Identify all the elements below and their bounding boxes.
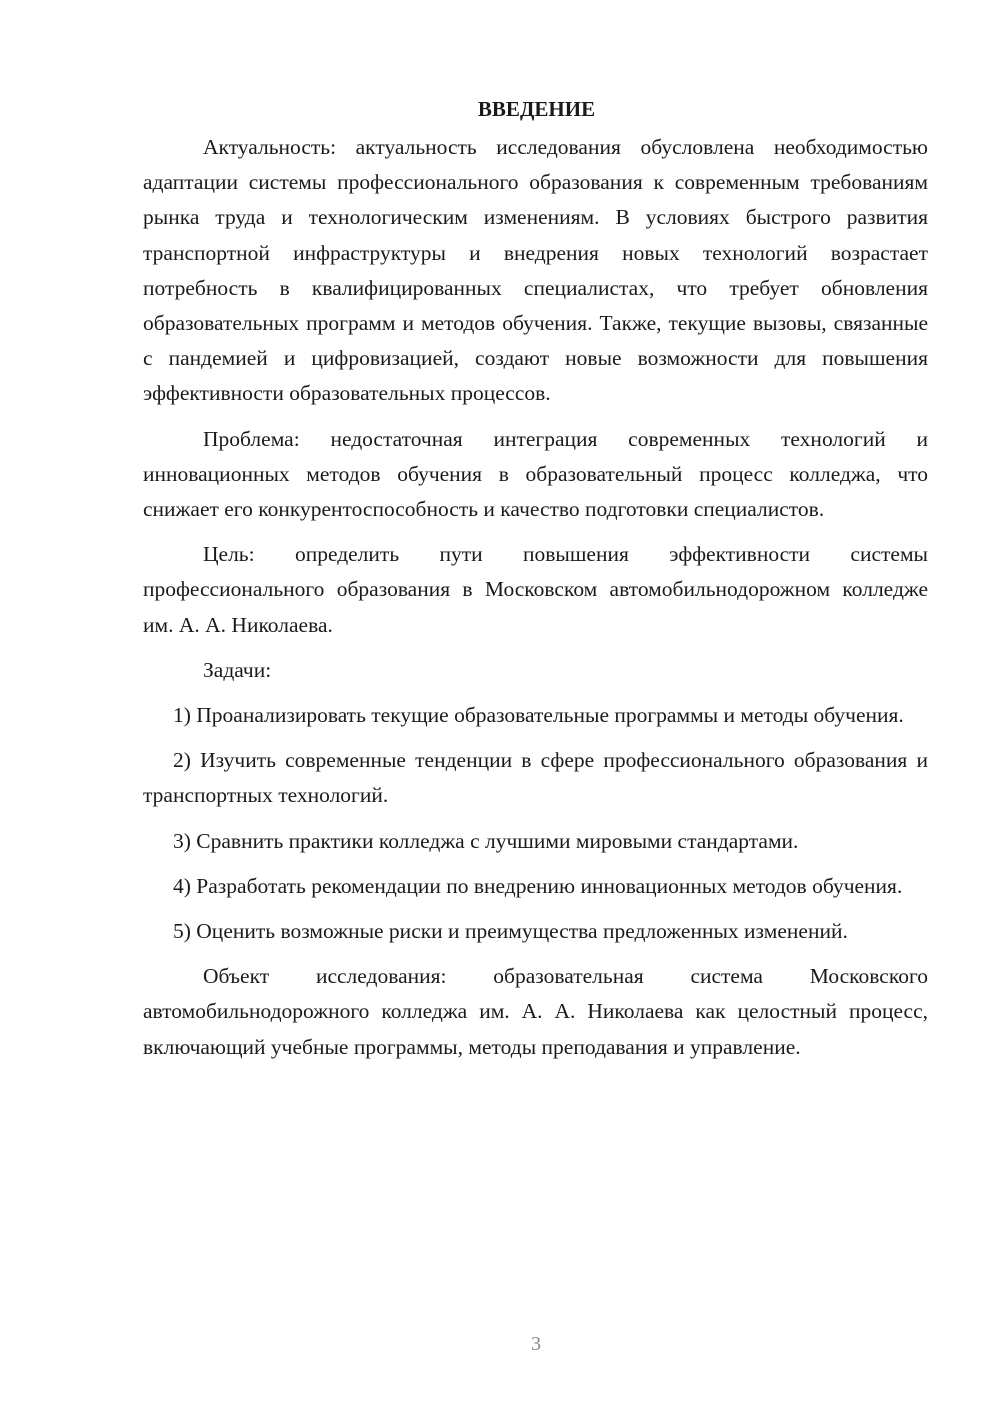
tasks-label: Задачи: <box>203 657 272 682</box>
task-item: 2) Изучить современные тенденции в сфере профессионального образования и транспортных технологий. <box>143 748 928 808</box>
page-number: 3 <box>531 1333 541 1355</box>
task-item: 1) Проанализировать текущие образовательные программы и методы обучения. <box>173 703 904 728</box>
task-item: 5) Оценить возможные риски и преимущества предложенных изменений. <box>173 919 848 944</box>
task-item: 3) Сравнить практики колледжа с лучшими мировыми стандартами. <box>173 828 799 853</box>
object-paragraph: Объект исследования: образовательная система Московского автомобильнодорожного колледжа им. А. А. Николаева как целостный процесс, включающий учебные программы, методы преподавания и управление. <box>143 964 928 1059</box>
document-page <box>143 92 928 1065</box>
section-heading: ВВЕДЕНИЕ <box>477 97 596 121</box>
task-item: 4) Разработать рекомендации по внедрению инновационных методов обучения. <box>173 873 903 898</box>
tasks-list <box>143 698 928 949</box>
problem-paragraph: Проблема: недостаточная интеграция современных технологий и инновационных методов обучения в образовательный процесс колледжа, что снижает его конкурентоспособность и качество подготовки специалистов. <box>143 426 928 522</box>
goal-paragraph: Цель: определить пути повышения эффективности системы профессионального образования в Московском автомобильнодорожном колледже им. А. А. Николаева. <box>143 542 928 637</box>
relevance-paragraph: Актуальность: актуальность исследования обусловлена необходимостью адаптации системы профессионального образования к современным требованиям рынка труда и технологическим изменениям. В условиях быстрого развития транспортной инфраструктуры и внедрения новых технологий возрастает потребность в квалифицированных специалистах, что требует обновления образовательных программ и методов обучения. Также, текущие вызовы, связанные с пандемией и цифровизацией, создают новые возможности для повышения эффективности образовательных процессов. <box>143 135 928 406</box>
